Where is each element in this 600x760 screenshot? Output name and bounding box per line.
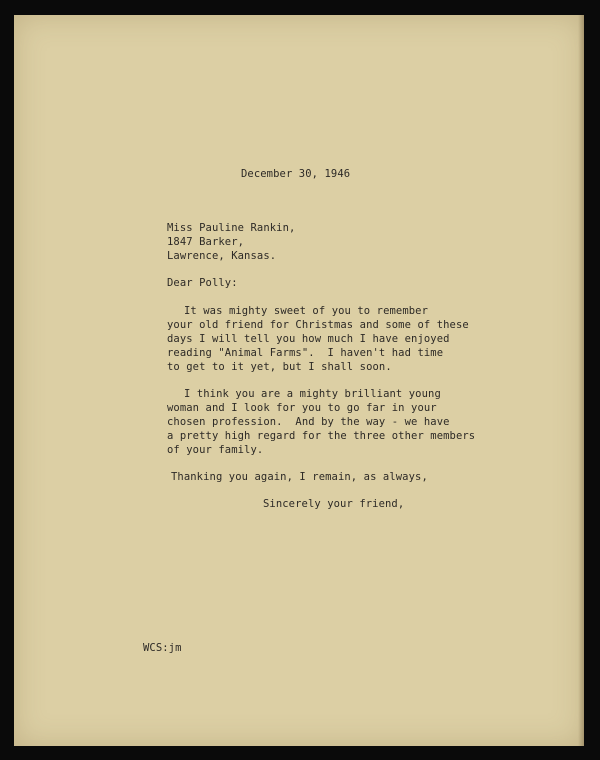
paragraph1-line: days I will tell you how much I have enjoyed — [167, 333, 450, 345]
paragraph2-line: I think you are a mighty brilliant young — [184, 388, 441, 400]
typist-initials: WCS:jm — [143, 642, 182, 654]
signoff: Sincerely your friend, — [263, 498, 405, 510]
paragraph2-line: of your family. — [167, 444, 264, 456]
letter-date: December 30, 1946 — [241, 168, 351, 180]
paragraph2-line: woman and I look for you to go far in your — [167, 402, 437, 414]
paragraph1-line: It was mighty sweet of you to remember — [184, 305, 429, 317]
paragraph1-line: your old friend for Christmas and some of these — [167, 319, 469, 331]
paragraph1-line: reading "Animal Farms". I haven't had time — [167, 347, 444, 359]
closing-line: Thanking you again, I remain, as always, — [171, 471, 428, 483]
recipient-street: 1847 Barker, — [167, 236, 245, 248]
paragraph2-line: a pretty high regard for the three other members — [167, 430, 476, 442]
paragraph1-line: to get to it yet, but I shall soon. — [167, 361, 392, 373]
recipient-name: Miss Pauline Rankin, — [167, 222, 296, 234]
recipient-city: Lawrence, Kansas. — [167, 250, 277, 262]
paragraph2-line: chosen profession. And by the way - we have — [167, 416, 450, 428]
salutation: Dear Polly: — [167, 277, 238, 289]
letter-page — [14, 15, 584, 746]
